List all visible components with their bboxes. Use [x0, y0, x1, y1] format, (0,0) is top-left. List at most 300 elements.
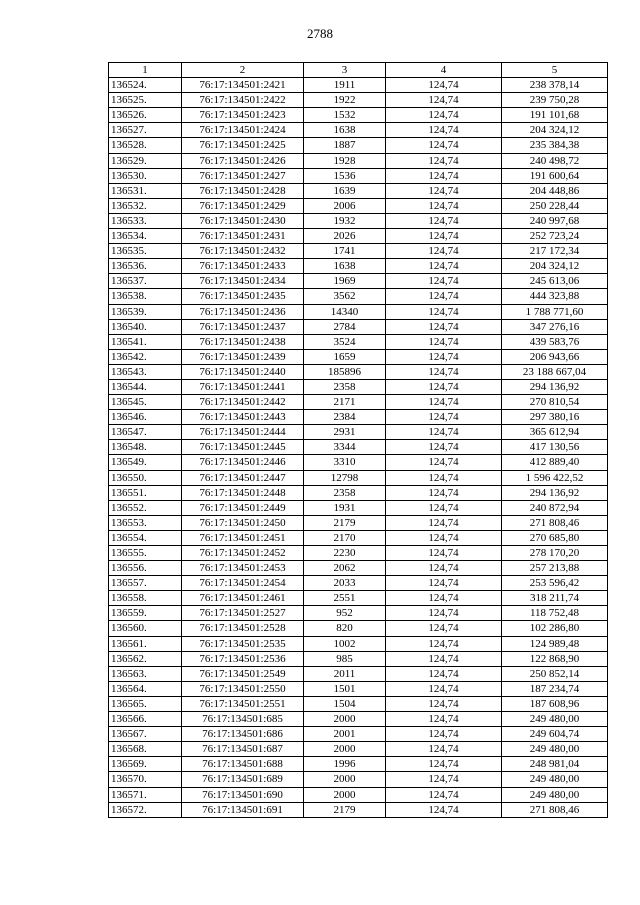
table-cell: 76:17:134501:690: [182, 787, 304, 802]
table-cell: 136555.: [109, 546, 182, 561]
table-row: [109, 153, 608, 168]
table-cell: 136551.: [109, 485, 182, 500]
table-cell: 1504: [304, 696, 386, 711]
table-cell: 76:17:134501:2422: [182, 93, 304, 108]
table-cell: 257 213,88: [502, 561, 608, 576]
table-cell: 124,74: [386, 802, 502, 817]
table-cell: 191 600,64: [502, 168, 608, 183]
table-cell: 1536: [304, 168, 386, 183]
table-cell: 136536.: [109, 259, 182, 274]
table-cell: 185896: [304, 364, 386, 379]
table-cell: 76:17:134501:2436: [182, 304, 304, 319]
table-cell: 76:17:134501:2461: [182, 591, 304, 606]
table-cell: 206 943,66: [502, 349, 608, 364]
table-cell: 136554.: [109, 530, 182, 545]
table-cell: 136543.: [109, 364, 182, 379]
table-cell: 444 323,88: [502, 289, 608, 304]
table-cell: 136533.: [109, 213, 182, 228]
table-cell: 271 808,46: [502, 515, 608, 530]
table-cell: 124,74: [386, 395, 502, 410]
table-cell: 250 852,14: [502, 666, 608, 681]
table-row: [109, 289, 608, 304]
table-cell: 124,74: [386, 168, 502, 183]
table-cell: 136537.: [109, 274, 182, 289]
table-cell: 76:17:134501:2429: [182, 198, 304, 213]
table-row: [109, 546, 608, 561]
table-cell: 124,74: [386, 183, 502, 198]
table-cell: 124,74: [386, 244, 502, 259]
table-cell: 136548.: [109, 440, 182, 455]
table-cell: 2000: [304, 742, 386, 757]
table-cell: 2000: [304, 772, 386, 787]
table-row: [109, 244, 608, 259]
table-cell: 1932: [304, 213, 386, 228]
table-cell: 2011: [304, 666, 386, 681]
table-cell: 136525.: [109, 93, 182, 108]
table-cell: 1002: [304, 636, 386, 651]
table-cell: 204 324,12: [502, 259, 608, 274]
table-cell: 204 324,12: [502, 123, 608, 138]
table-cell: 439 583,76: [502, 334, 608, 349]
table-cell: 124,74: [386, 78, 502, 93]
table-cell: 124,74: [386, 696, 502, 711]
table-cell: 124,74: [386, 787, 502, 802]
table-cell: 124,74: [386, 712, 502, 727]
table-cell: 952: [304, 606, 386, 621]
table-cell: 136526.: [109, 108, 182, 123]
table-cell: 249 604,74: [502, 727, 608, 742]
table-cell: 249 480,00: [502, 712, 608, 727]
table-row: [109, 395, 608, 410]
table-cell: 136540.: [109, 319, 182, 334]
table-cell: 136562.: [109, 651, 182, 666]
table-cell: 2000: [304, 712, 386, 727]
table-cell: 136539.: [109, 304, 182, 319]
table-row: [109, 349, 608, 364]
table-row: [109, 425, 608, 440]
table-cell: 1532: [304, 108, 386, 123]
table-row: [109, 379, 608, 394]
column-header: 4: [386, 63, 502, 78]
table-cell: 124,74: [386, 742, 502, 757]
table-cell: 76:17:134501:2425: [182, 138, 304, 153]
table-cell: 124,74: [386, 772, 502, 787]
table-cell: 76:17:134501:687: [182, 742, 304, 757]
table-cell: 136547.: [109, 425, 182, 440]
table-row: [109, 123, 608, 138]
table-row: [109, 500, 608, 515]
column-header: 5: [502, 63, 608, 78]
table-cell: 76:17:134501:2549: [182, 666, 304, 681]
table-cell: 124,74: [386, 425, 502, 440]
table-cell: 124,74: [386, 681, 502, 696]
table-cell: 318 211,74: [502, 591, 608, 606]
column-header: 3: [304, 63, 386, 78]
table-row: [109, 319, 608, 334]
table-cell: 252 723,24: [502, 229, 608, 244]
table-cell: 124,74: [386, 530, 502, 545]
table-cell: 76:17:134501:2432: [182, 244, 304, 259]
table-cell: 76:17:134501:2431: [182, 229, 304, 244]
table-cell: 1969: [304, 274, 386, 289]
table-row: [109, 364, 608, 379]
table-cell: 136531.: [109, 183, 182, 198]
table-cell: 122 868,90: [502, 651, 608, 666]
table-cell: 76:17:134501:686: [182, 727, 304, 742]
table-cell: 124,74: [386, 576, 502, 591]
table-row: [109, 485, 608, 500]
data-table: [108, 62, 608, 818]
table-cell: 136556.: [109, 561, 182, 576]
table-row: [109, 259, 608, 274]
table-body: [109, 78, 608, 818]
table-cell: 124,74: [386, 666, 502, 681]
table-cell: 136544.: [109, 379, 182, 394]
table-cell: 76:17:134501:2453: [182, 561, 304, 576]
table-cell: 136535.: [109, 244, 182, 259]
table-cell: 2170: [304, 530, 386, 545]
table-cell: 124,74: [386, 440, 502, 455]
table-cell: 124 989,48: [502, 636, 608, 651]
table-cell: 12798: [304, 470, 386, 485]
table-cell: 136545.: [109, 395, 182, 410]
table-row: [109, 606, 608, 621]
table-row: [109, 530, 608, 545]
table-cell: 1501: [304, 681, 386, 696]
table-cell: 76:17:134501:2445: [182, 440, 304, 455]
table-cell: 124,74: [386, 364, 502, 379]
table-cell: 2006: [304, 198, 386, 213]
table-cell: 124,74: [386, 93, 502, 108]
table-cell: 2230: [304, 546, 386, 561]
table-cell: 187 234,74: [502, 681, 608, 696]
table-cell: 76:17:134501:2450: [182, 515, 304, 530]
table-cell: 136558.: [109, 591, 182, 606]
table-row: [109, 93, 608, 108]
table-row: [109, 742, 608, 757]
table-cell: 76:17:134501:2451: [182, 530, 304, 545]
table-cell: 76:17:134501:691: [182, 802, 304, 817]
table-cell: 124,74: [386, 651, 502, 666]
table-cell: 124,74: [386, 410, 502, 425]
table-cell: 1741: [304, 244, 386, 259]
table-cell: 3344: [304, 440, 386, 455]
table-cell: 76:17:134501:2551: [182, 696, 304, 711]
table-row: [109, 198, 608, 213]
table-cell: 235 384,38: [502, 138, 608, 153]
table-row: [109, 108, 608, 123]
table-cell: 1 596 422,52: [502, 470, 608, 485]
table-cell: 76:17:134501:685: [182, 712, 304, 727]
table-row: [109, 168, 608, 183]
table-header: [109, 63, 608, 78]
table-cell: 136529.: [109, 153, 182, 168]
table-row: [109, 591, 608, 606]
table-row: [109, 772, 608, 787]
table-cell: 294 136,92: [502, 379, 608, 394]
table-cell: 76:17:134501:2452: [182, 546, 304, 561]
table-cell: 248 981,04: [502, 757, 608, 772]
table-cell: 245 613,06: [502, 274, 608, 289]
table-cell: 2384: [304, 410, 386, 425]
table-cell: 124,74: [386, 198, 502, 213]
table-cell: 1996: [304, 757, 386, 772]
table-cell: 187 608,96: [502, 696, 608, 711]
table-cell: 1931: [304, 500, 386, 515]
table-cell: 76:17:134501:2440: [182, 364, 304, 379]
table-cell: 76:17:134501:2427: [182, 168, 304, 183]
table-cell: 76:17:134501:2439: [182, 349, 304, 364]
table-cell: 1 788 771,60: [502, 304, 608, 319]
table-cell: 118 752,48: [502, 606, 608, 621]
table-cell: 136571.: [109, 787, 182, 802]
table-cell: 76:17:134501:2441: [182, 379, 304, 394]
table-cell: 102 286,80: [502, 621, 608, 636]
table-row: [109, 138, 608, 153]
table-row: [109, 78, 608, 93]
table-row: [109, 470, 608, 485]
table-cell: 124,74: [386, 621, 502, 636]
table-cell: 124,74: [386, 153, 502, 168]
table-cell: 124,74: [386, 515, 502, 530]
table-cell: 136534.: [109, 229, 182, 244]
table-cell: 76:17:134501:2428: [182, 183, 304, 198]
table-cell: 76:17:134501:688: [182, 757, 304, 772]
table-cell: 136538.: [109, 289, 182, 304]
table-cell: 2931: [304, 425, 386, 440]
table-cell: 1887: [304, 138, 386, 153]
table-cell: 417 130,56: [502, 440, 608, 455]
table-cell: 136567.: [109, 727, 182, 742]
table-cell: 76:17:134501:2454: [182, 576, 304, 591]
column-header: 1: [109, 63, 182, 78]
table-cell: 124,74: [386, 274, 502, 289]
table-cell: 1922: [304, 93, 386, 108]
table-row: [109, 712, 608, 727]
table-cell: 1928: [304, 153, 386, 168]
table-row: [109, 515, 608, 530]
table-cell: 124,74: [386, 636, 502, 651]
table-cell: 136542.: [109, 349, 182, 364]
table-cell: 124,74: [386, 500, 502, 515]
table-row: [109, 666, 608, 681]
table-cell: 249 480,00: [502, 787, 608, 802]
table-cell: 270 685,80: [502, 530, 608, 545]
table-row: [109, 561, 608, 576]
table-cell: 124,74: [386, 289, 502, 304]
table-cell: 136568.: [109, 742, 182, 757]
table-cell: 2001: [304, 727, 386, 742]
table-cell: 124,74: [386, 546, 502, 561]
table-row: [109, 410, 608, 425]
table-cell: 124,74: [386, 727, 502, 742]
table-cell: 76:17:134501:2430: [182, 213, 304, 228]
table-cell: 124,74: [386, 138, 502, 153]
table-cell: 412 889,40: [502, 455, 608, 470]
table-cell: 124,74: [386, 485, 502, 500]
table-cell: 76:17:134501:2447: [182, 470, 304, 485]
table-cell: 136557.: [109, 576, 182, 591]
table-row: [109, 681, 608, 696]
table-cell: 2784: [304, 319, 386, 334]
table-cell: 136552.: [109, 500, 182, 515]
table-cell: 249 480,00: [502, 742, 608, 757]
table-row: [109, 621, 608, 636]
table-cell: 2026: [304, 229, 386, 244]
table-cell: 136553.: [109, 515, 182, 530]
table-row: [109, 229, 608, 244]
table-cell: 76:17:134501:2424: [182, 123, 304, 138]
table-cell: 239 750,28: [502, 93, 608, 108]
table-cell: 240 872,94: [502, 500, 608, 515]
column-header: 2: [182, 63, 304, 78]
table-cell: 2179: [304, 802, 386, 817]
table-cell: 23 188 667,04: [502, 364, 608, 379]
table-cell: 136532.: [109, 198, 182, 213]
table-cell: 76:17:134501:2536: [182, 651, 304, 666]
table-cell: 124,74: [386, 229, 502, 244]
table-cell: 250 228,44: [502, 198, 608, 213]
table-cell: 1911: [304, 78, 386, 93]
table-cell: 124,74: [386, 108, 502, 123]
table-cell: 76:17:134501:2442: [182, 395, 304, 410]
table-row: [109, 213, 608, 228]
table-cell: 124,74: [386, 561, 502, 576]
table-cell: 76:17:134501:2421: [182, 78, 304, 93]
table-cell: 76:17:134501:2446: [182, 455, 304, 470]
table-cell: 240 997,68: [502, 213, 608, 228]
table-cell: 240 498,72: [502, 153, 608, 168]
table-cell: 136541.: [109, 334, 182, 349]
table-cell: 124,74: [386, 319, 502, 334]
table-cell: 365 612,94: [502, 425, 608, 440]
table-cell: 76:17:134501:2535: [182, 636, 304, 651]
table-cell: 297 380,16: [502, 410, 608, 425]
table-cell: 124,74: [386, 606, 502, 621]
table-cell: 3310: [304, 455, 386, 470]
table-cell: 1638: [304, 123, 386, 138]
table-cell: 136570.: [109, 772, 182, 787]
table-cell: 1638: [304, 259, 386, 274]
table-cell: 249 480,00: [502, 772, 608, 787]
table-cell: 270 810,54: [502, 395, 608, 410]
table-cell: 136572.: [109, 802, 182, 817]
table-row: [109, 183, 608, 198]
table-cell: 2033: [304, 576, 386, 591]
table-cell: 76:17:134501:689: [182, 772, 304, 787]
table-cell: 124,74: [386, 591, 502, 606]
table-cell: 985: [304, 651, 386, 666]
table-row: [109, 440, 608, 455]
table-cell: 136565.: [109, 696, 182, 711]
table-cell: 294 136,92: [502, 485, 608, 500]
table-row: [109, 636, 608, 651]
table-cell: 136530.: [109, 168, 182, 183]
table-cell: 124,74: [386, 123, 502, 138]
table-cell: 136549.: [109, 455, 182, 470]
table-cell: 136561.: [109, 636, 182, 651]
table-cell: 76:17:134501:2444: [182, 425, 304, 440]
table-cell: 217 172,34: [502, 244, 608, 259]
table-cell: 2171: [304, 395, 386, 410]
table-row: [109, 455, 608, 470]
table-row: [109, 727, 608, 742]
table-cell: 136560.: [109, 621, 182, 636]
table-cell: 3562: [304, 289, 386, 304]
table-row: [109, 304, 608, 319]
table-row: [109, 802, 608, 817]
table-cell: 204 448,86: [502, 183, 608, 198]
table-cell: 124,74: [386, 334, 502, 349]
table-cell: 76:17:134501:2437: [182, 319, 304, 334]
table-cell: 136569.: [109, 757, 182, 772]
table-cell: 136566.: [109, 712, 182, 727]
table-cell: 76:17:134501:2438: [182, 334, 304, 349]
table-cell: 76:17:134501:2423: [182, 108, 304, 123]
table-cell: 278 170,20: [502, 546, 608, 561]
table-cell: 2358: [304, 485, 386, 500]
table-row: [109, 757, 608, 772]
table-cell: 14340: [304, 304, 386, 319]
table-row: [109, 334, 608, 349]
table-cell: 191 101,68: [502, 108, 608, 123]
table-cell: 2000: [304, 787, 386, 802]
table-cell: 124,74: [386, 259, 502, 274]
table-cell: 2179: [304, 515, 386, 530]
table-cell: 76:17:134501:2435: [182, 289, 304, 304]
table-cell: 3524: [304, 334, 386, 349]
table-cell: 76:17:134501:2433: [182, 259, 304, 274]
table-cell: 2551: [304, 591, 386, 606]
table-cell: 820: [304, 621, 386, 636]
table-cell: 76:17:134501:2426: [182, 153, 304, 168]
table-cell: 1639: [304, 183, 386, 198]
table-cell: 136550.: [109, 470, 182, 485]
table-cell: 136563.: [109, 666, 182, 681]
table-row: [109, 576, 608, 591]
table-cell: 124,74: [386, 349, 502, 364]
table-cell: 2062: [304, 561, 386, 576]
table-row: [109, 651, 608, 666]
table-cell: 76:17:134501:2550: [182, 681, 304, 696]
table-cell: 124,74: [386, 213, 502, 228]
table-cell: 347 276,16: [502, 319, 608, 334]
table-cell: 136524.: [109, 78, 182, 93]
table-header-row: [109, 63, 608, 78]
table-row: [109, 696, 608, 711]
table-cell: 136546.: [109, 410, 182, 425]
table-cell: 2358: [304, 379, 386, 394]
table-cell: 136528.: [109, 138, 182, 153]
table-cell: 1659: [304, 349, 386, 364]
table-cell: 76:17:134501:2449: [182, 500, 304, 515]
table-cell: 76:17:134501:2448: [182, 485, 304, 500]
table-cell: 76:17:134501:2443: [182, 410, 304, 425]
table-cell: 124,74: [386, 455, 502, 470]
table-row: [109, 274, 608, 289]
table-row: [109, 787, 608, 802]
table-cell: 136559.: [109, 606, 182, 621]
table-cell: 76:17:134501:2527: [182, 606, 304, 621]
table-cell: 136527.: [109, 123, 182, 138]
table-cell: 238 378,14: [502, 78, 608, 93]
table-cell: 271 808,46: [502, 802, 608, 817]
table-cell: 124,74: [386, 757, 502, 772]
page-number: 2788: [307, 26, 333, 41]
table-cell: 124,74: [386, 470, 502, 485]
table-cell: 76:17:134501:2434: [182, 274, 304, 289]
table-cell: 124,74: [386, 304, 502, 319]
